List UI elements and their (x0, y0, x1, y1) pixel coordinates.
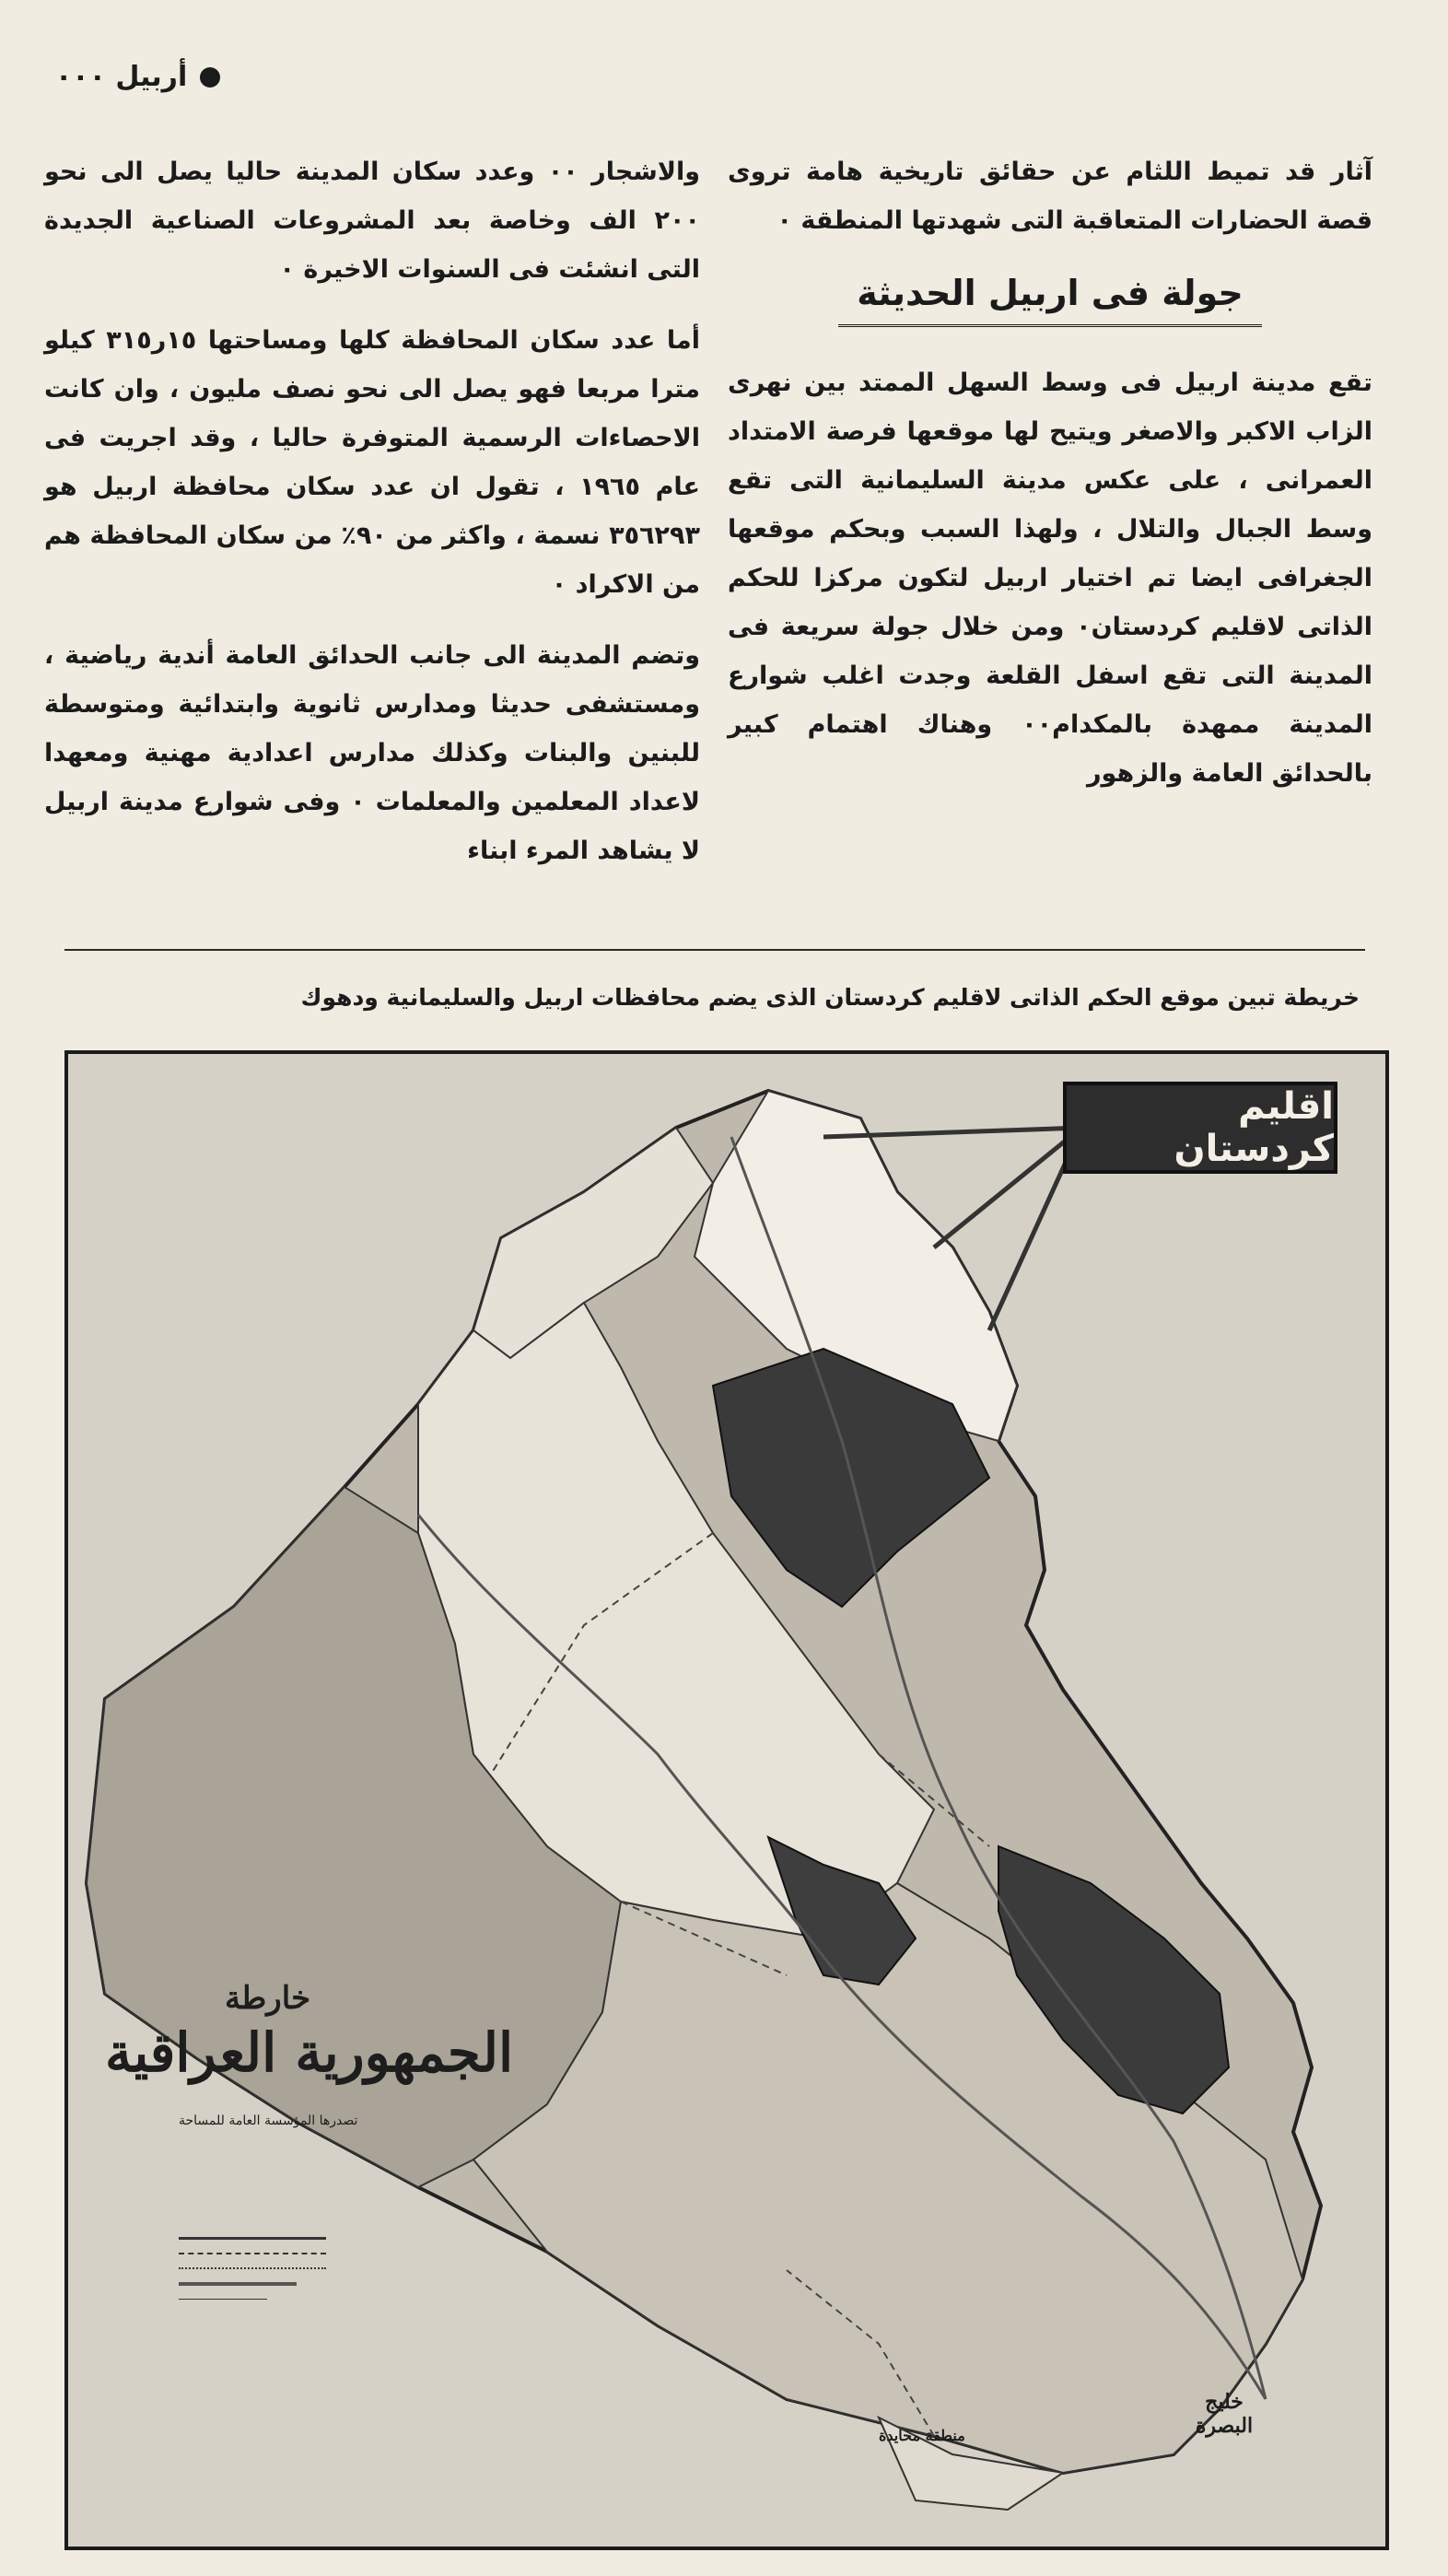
legend-line (179, 2299, 267, 2300)
gulf-label: خليج البصرة (1195, 2390, 1254, 2438)
map-title-small: خارطة (225, 1980, 311, 2017)
body-paragraph: تقع مدينة اربيل فى وسط السهل الممتد بين نهرى الزاب الاكبر والاصغر ويتيح لها موقعها فرصة الامتداد العمرانى ، على عكس مدينة السليمانية التى تقع وسط الجبال والتلال ، ولهذا السبب وبحكم موقعها الجغرافى ايضا تم اختيار اربيل لتكون مركزا للحكم الذاتى لاقليم كردستان٠ ومن خلال جولة سريعة فى المدينة التى تقع اسفل القلعة وجدت اغلب شوارع المدينة ممهدة بالمكدام٠٠ وهناك اهتمام كبير بالحدائق العامة والزهور (728, 369, 1372, 788)
figure-caption: خريطة تبين موقع الحكم الذاتى لاقليم كردستان الذى يضم محافظات اربيل والسليمانية ودهوك (300, 984, 1360, 1011)
body-paragraph: والاشجار ٠٠ وعدد سكان المدينة حاليا يصل الى نحو ٢٠٠ الف وخاصة بعد المشروعات الصناعية الجديدة التى انشئت فى السنوات الاخيرة ٠ (44, 158, 700, 284)
iraq-map-drawing (68, 1054, 1385, 2547)
map-legend (179, 2224, 326, 2313)
article-column-left (44, 147, 700, 897)
section-subheading: جولة فى اربيل الحديثة (838, 267, 1262, 327)
bullet-icon (200, 67, 220, 88)
legend-line (179, 2253, 326, 2254)
running-header (55, 61, 220, 93)
running-title: أربيل ٠٠٠ (55, 61, 188, 93)
legend-line (179, 2282, 297, 2286)
legend-line (179, 2237, 326, 2240)
map-publisher-note: تصدرها المؤسسة العامة للمساحة (179, 2113, 358, 2128)
iraq-map-figure (64, 1050, 1389, 2550)
legend-line (179, 2267, 326, 2269)
body-paragraph: وتضم المدينة الى جانب الحدائق العامة أندية رياضية ، ومستشفى حديثا ومدارس ثانوية وابتدائية ومتوسطة للبنين والبنات وكذلك مدارس اعدادية مهنية ومعهدا لاعداد المعلمين والمعلمات ٠ وفى شوارع مدينة اربيل لا يشاهد المرء ابناء (44, 641, 700, 865)
body-paragraph: أما عدد سكان المحافظة كلها ومساحتها ١٥ر٣١٥ كيلو مترا مربعا فهو يصل الى نحو نصف مليون ، وان كانت الاحصاءات الرسمية المتوفرة حاليا ، وقد اجريت فى عام ١٩٦٥ ، تقول ان عدد سكان محافظة اربيل هو ٣٥٦٢٩٣ نسمة ، واكثر من ٩٠٪ من سكان المحافظة هم من الاكراد ٠ (44, 326, 700, 599)
intro-paragraph: آثار قد تميط اللثام عن حقائق تاريخية هامة تروى قصة الحضارات المتعاقبة التى شهدتها المنطقة ٠ (728, 158, 1372, 235)
kurdistan-region-label: اقليم كردستان (1063, 1082, 1337, 1174)
article-column-right (728, 147, 1372, 820)
map-title: الجمهورية العراقية (105, 2021, 514, 2084)
section-divider (64, 949, 1365, 951)
neutral-zone-label: منطقة محايدة (879, 2427, 965, 2444)
